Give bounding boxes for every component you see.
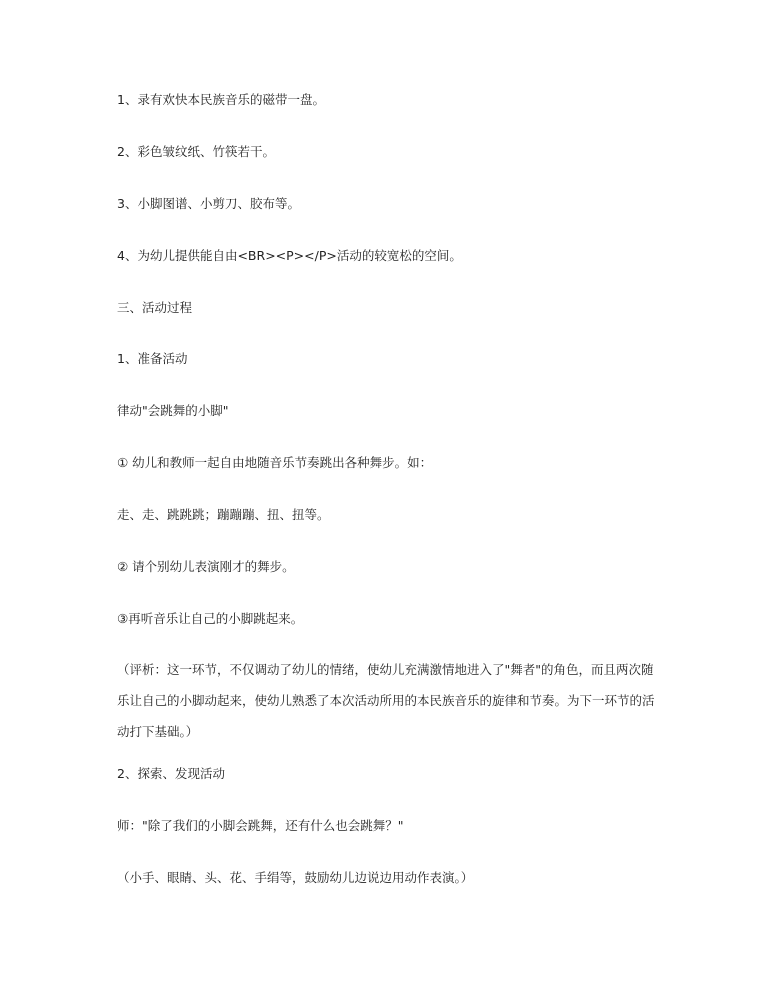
rhythm-title: 律动"会跳舞的小脚" (117, 403, 229, 418)
material-item-4: 4、为幼儿提供能自由<BR><P></P>活动的较宽松的空间。 (117, 248, 462, 263)
commentary-paragraph: （评析：这一环节，不仅调动了幼儿的情绪，使幼儿充满激情地进入了"舞者"的角色，而且两次随乐让自己的小脚动起来，使幼儿熟悉了本次活动所用的本民族音乐的旋律和节奏。为下一环节的活动打下基础。） (117, 662, 655, 739)
teacher-question: 师："除了我们的小脚会跳舞，还有什么也会跳舞？" (117, 818, 404, 833)
section-heading-activity-process: 三、活动过程 (117, 300, 193, 315)
step-heading-warmup: 1、准备活动 (117, 351, 188, 366)
dance-steps-text: 走、走、跳跳跳；蹦蹦蹦、扭、扭等。 (117, 507, 330, 522)
children-answer-note: （小手、眼睛、头、花、手绢等，鼓励幼儿边说边用动作表演。） (117, 870, 474, 885)
step-item-3: ③再听音乐让自己的小脚跳起来。 (117, 611, 304, 626)
material-item-3: 3、小脚图谱、小剪刀、胶布等。 (117, 196, 300, 211)
material-item-2: 2、彩色皱纹纸、竹筷若干。 (117, 144, 275, 159)
step-item-1: ① 幼儿和教师一起自由地随音乐节奏跳出各种舞步。如： (117, 455, 433, 470)
step-heading-explore: 2、探索、发现活动 (117, 766, 225, 781)
material-item-1: 1、录有欢快本民族音乐的磁带一盘。 (117, 92, 325, 107)
step-item-2: ② 请个别幼儿表演刚才的舞步。 (117, 559, 295, 574)
